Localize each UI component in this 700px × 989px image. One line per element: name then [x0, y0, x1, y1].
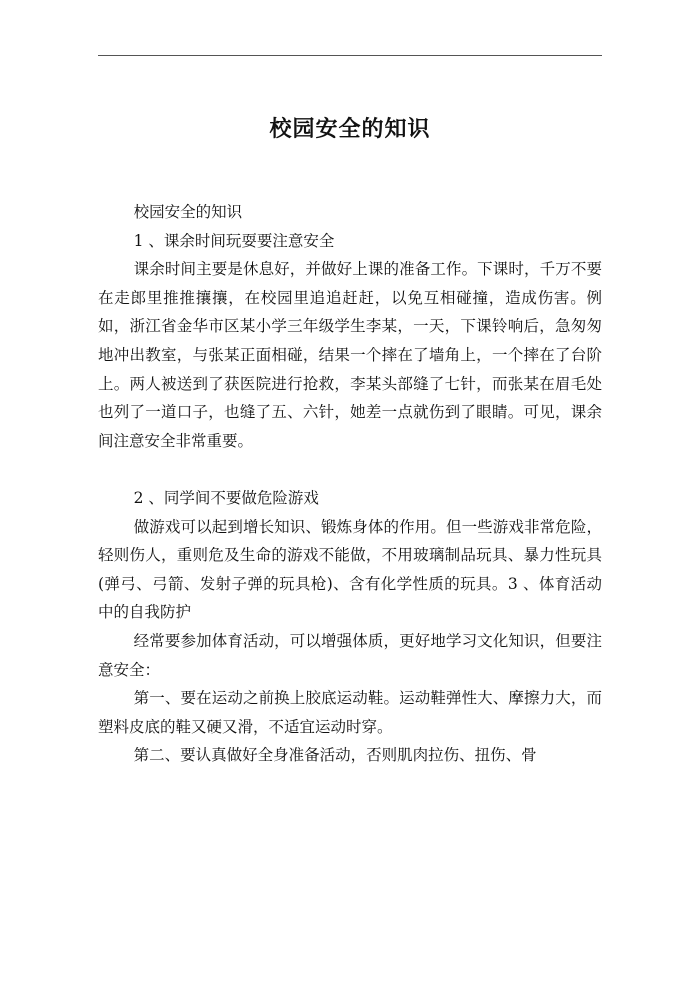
paragraph-3: 经常要参加体育活动，可以增强体质，更好地学习文化知识，但要注意安全：: [98, 631, 602, 679]
paragraph-2: 做游戏可以起到增长知识、锻炼身体的作用。但一些游戏非常危险，轻则伤人，重则危及生命的游戏不能做，不用玻璃制品玩具、暴力性玩具(弹弓、弓箭、发射子弹的玩具枪)、含有化学性质的玩具。3 、体育活动中的自我防护: [98, 517, 602, 622]
paragraph-4: 第一、要在运动之前换上胶底运动鞋。运动鞋弹性大、摩擦力大，而塑料皮底的鞋又硬又滑，不适宜运动时穿。: [98, 689, 602, 736]
document-body: [98, 198, 602, 770]
paragraph-5: 第二、要认真做好全身准备活动，否则肌肉拉伤、扭伤、骨: [133, 746, 537, 765]
section-heading-1: 1 、课余时间玩耍要注意安全: [133, 231, 335, 250]
section-heading-2: 2 、同学间不要做危险游戏: [133, 488, 319, 507]
paragraph-1: 课余时间主要是休息好，并做好上课的准备工作。下课时，千万不要在走郎里推推攘攘，在校园里追追赶赶，以免互相碰撞，造成伤害。例如，浙江省金华市区某小学三年级学生李某，一天，下课铃响后，急匆匆地冲出教室，与张某正面相碰，结果一个摔在了墙角上，一个摔在了台阶上。两人被送到了获医院进行抢救，李某头部缝了七针，而张某在眉毛处也列了一道口子，也缝了五、六针，她差一点就伤到了眼睛。可见，课余间注意安全非常重要。: [98, 260, 602, 450]
document-title: 校园安全的知识: [269, 117, 431, 142]
paragraph-gap: [98, 455, 602, 484]
paragraph-heading: 校园安全的知识: [133, 203, 243, 221]
header-rule: [98, 55, 602, 56]
